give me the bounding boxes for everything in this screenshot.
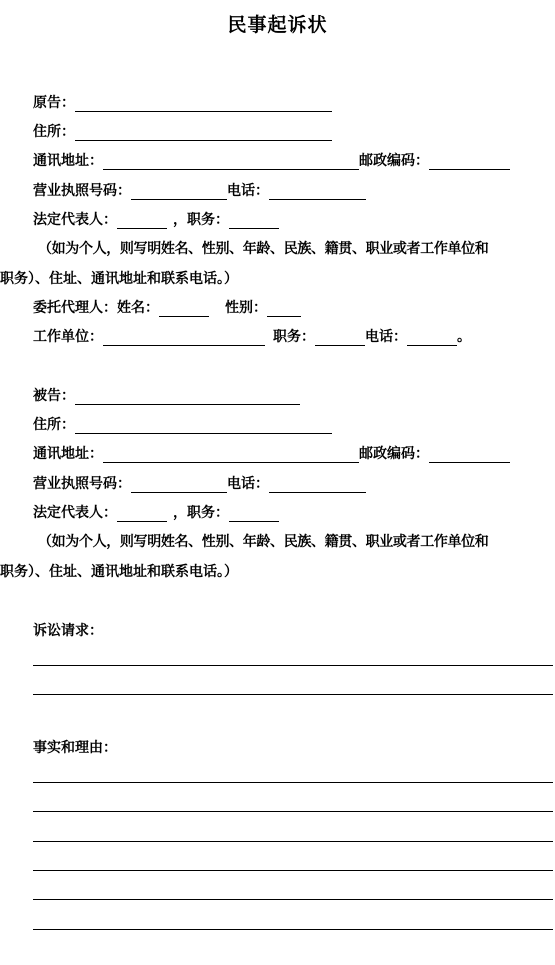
plaintiff-license-label: 营业执照号码：	[33, 183, 131, 199]
plaintiff-address-row	[33, 121, 332, 141]
claims-line[interactable]	[33, 665, 553, 666]
defendant-name-label: 被告：	[33, 388, 75, 404]
plaintiff-license-field[interactable]	[131, 183, 227, 200]
facts-line[interactable]	[33, 811, 553, 812]
agent-workplace-field[interactable]	[103, 329, 265, 346]
agent-name-label: 委托代理人：姓名：	[33, 300, 159, 316]
agent-position-field[interactable]	[315, 329, 365, 346]
plaintiff-note-line1: （如为个人，则写明姓名、性别、年龄、民族、籍贯、职业或者工作单位和	[38, 241, 489, 257]
plaintiff-address-field[interactable]	[75, 124, 332, 141]
agent-phone-field[interactable]	[407, 329, 457, 346]
defendant-postcode-field[interactable]	[429, 446, 510, 463]
plaintiff-position-label: ，职务：	[173, 212, 229, 228]
defendant-mail-address-field[interactable]	[103, 446, 359, 463]
plaintiff-phone-field[interactable]	[269, 183, 366, 200]
defendant-position-label: ，职务：	[173, 505, 229, 521]
defendant-license-field[interactable]	[131, 476, 227, 493]
defendant-license-label: 营业执照号码：	[33, 476, 131, 492]
plaintiff-address-label: 住所：	[33, 124, 75, 140]
plaintiff-name-field[interactable]	[75, 95, 332, 112]
plaintiff-agent-work-row	[33, 326, 471, 346]
plaintiff-agent-row	[33, 297, 301, 317]
plaintiff-name-label: 原告：	[33, 95, 75, 111]
plaintiff-legal-rep-label: 法定代表人：	[33, 212, 117, 228]
defendant-position-field[interactable]	[229, 505, 279, 522]
document-title: 民事起诉状	[227, 14, 328, 36]
plaintiff-position-field[interactable]	[229, 212, 279, 229]
agent-gender-field[interactable]	[267, 300, 301, 317]
defendant-phone-field[interactable]	[269, 476, 366, 493]
defendant-legal-rep-field[interactable]	[117, 505, 167, 522]
defendant-license-row	[33, 473, 366, 493]
plaintiff-mail-address-label: 通讯地址：	[33, 153, 103, 169]
defendant-name-field[interactable]	[75, 388, 300, 405]
claims-line[interactable]	[33, 694, 553, 695]
defendant-phone-label: 电话：	[227, 476, 269, 492]
plaintiff-license-row	[33, 180, 366, 200]
facts-heading: 事实和理由：	[33, 740, 117, 756]
agent-phone-label: 电话：	[365, 329, 407, 345]
plaintiff-name-row	[33, 92, 332, 112]
plaintiff-postcode-label: 邮政编码：	[359, 153, 429, 169]
agent-gender-label: 性别：	[225, 300, 267, 316]
facts-line[interactable]	[33, 899, 553, 900]
facts-line[interactable]	[33, 870, 553, 871]
defendant-address-field[interactable]	[75, 417, 332, 434]
defendant-address-row	[33, 414, 332, 434]
defendant-legal-rep-row	[33, 502, 279, 522]
defendant-legal-rep-label: 法定代表人：	[33, 505, 117, 521]
agent-position-label: 职务：	[273, 329, 315, 345]
facts-line[interactable]	[33, 841, 553, 842]
claims-heading: 诉讼请求：	[33, 623, 103, 639]
agent-name-field[interactable]	[159, 300, 209, 317]
plaintiff-mail-address-field[interactable]	[103, 153, 359, 170]
agent-period: 。	[457, 329, 471, 345]
defendant-mail-row	[33, 443, 510, 463]
defendant-address-label: 住所：	[33, 417, 75, 433]
facts-line[interactable]	[33, 929, 553, 930]
defendant-name-row	[33, 385, 300, 405]
plaintiff-note-line2: 职务）、住址、通讯地址和联系电话。）	[0, 271, 238, 287]
defendant-mail-address-label: 通讯地址：	[33, 446, 103, 462]
defendant-postcode-label: 邮政编码：	[359, 446, 429, 462]
defendant-note-line1: （如为个人，则写明姓名、性别、年龄、民族、籍贯、职业或者工作单位和	[38, 534, 489, 550]
plaintiff-legal-rep-row	[33, 209, 279, 229]
defendant-note-line2: 职务）、住址、通讯地址和联系电话。）	[0, 564, 238, 580]
plaintiff-phone-label: 电话：	[227, 183, 269, 199]
facts-line[interactable]	[33, 782, 553, 783]
agent-workplace-label: 工作单位：	[33, 329, 103, 345]
plaintiff-legal-rep-field[interactable]	[117, 212, 167, 229]
plaintiff-mail-row	[33, 150, 510, 170]
plaintiff-postcode-field[interactable]	[429, 153, 510, 170]
